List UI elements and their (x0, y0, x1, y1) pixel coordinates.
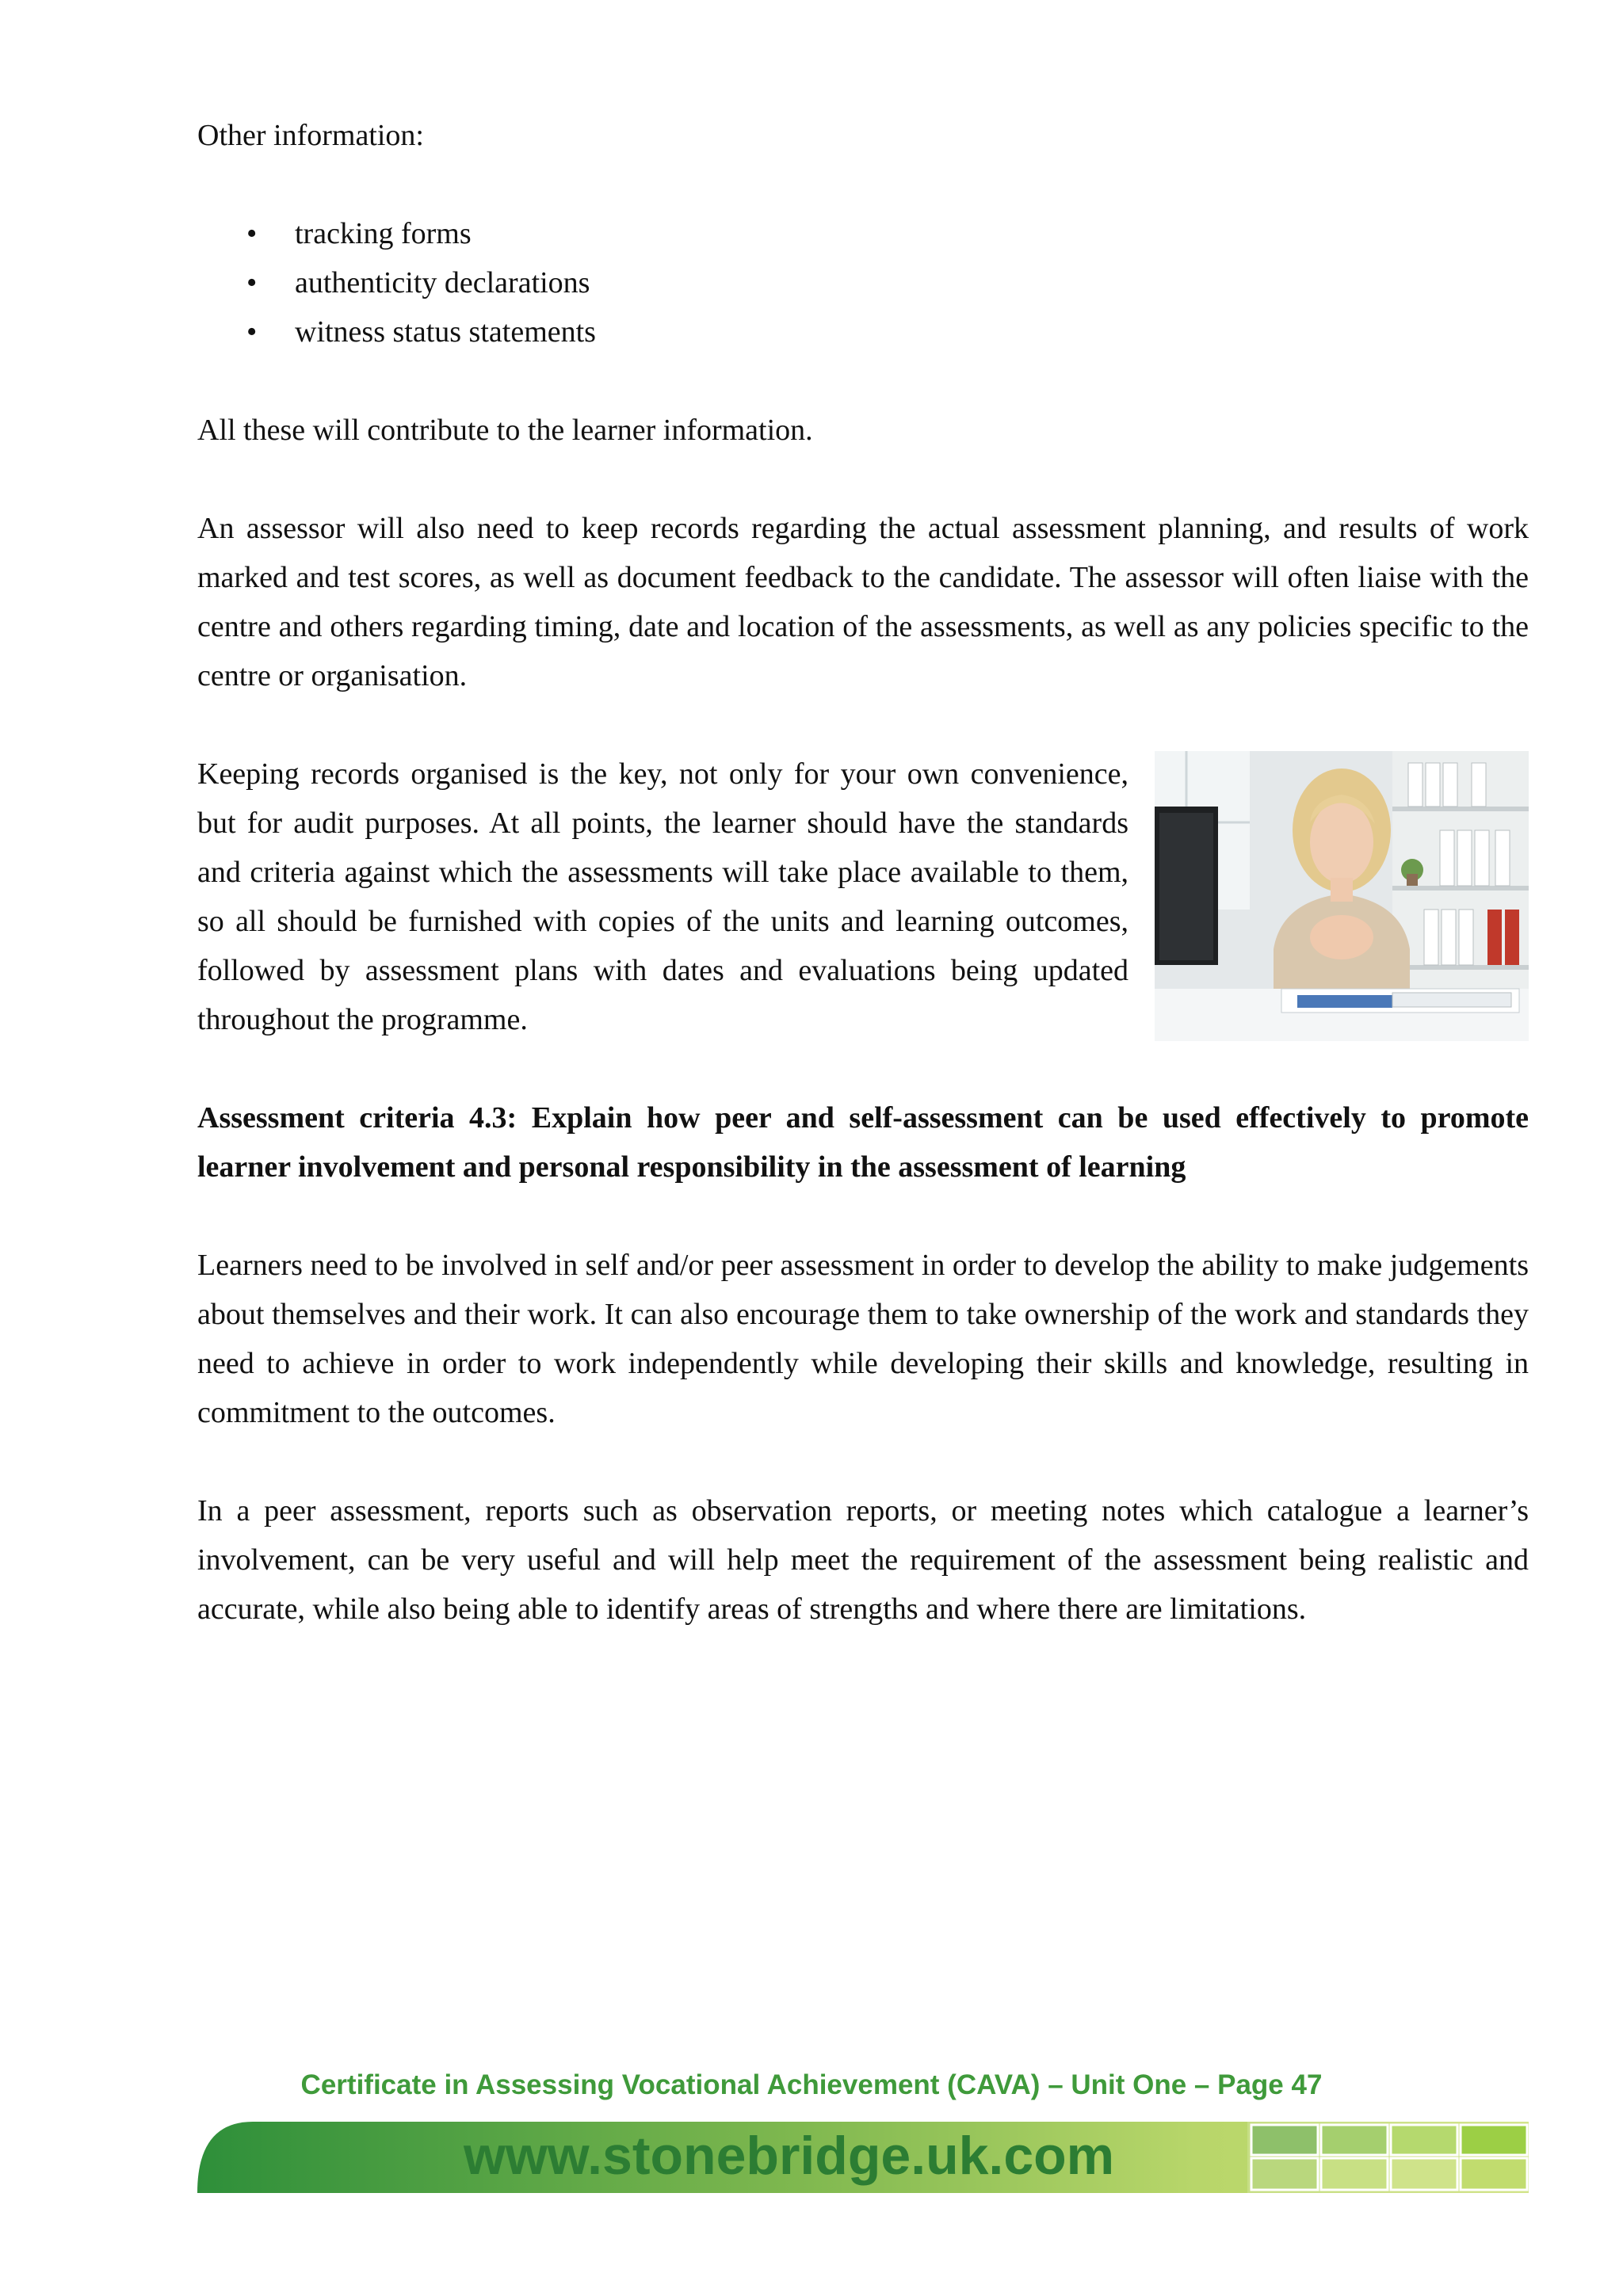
keeping-records-paragraph: Keeping records organised is the key, not only for your own convenience, but for audit purposes. At all points, the learner should have the standards and criteria against which the assessments will take place available to them, so all should be furnished with copies of the units and learning outcomes, followed by assessment plans with dates and evaluations being updated throughout the programme. (197, 757, 1128, 1036)
assessor-records-paragraph: An assessor will also need to keep records regarding the actual assessment planning, and results of work marked and test scores, as well as document feedback to the candidate. The assessor will often liaise with the centre and others regarding timing, date and location of the assessments, as well as any policies specific to the centre or organisation. (197, 512, 1529, 692)
footer-caption: Certificate in Assessing Vocational Achievement (CAVA) – Unit One – Page 47 (300, 2069, 1323, 2100)
list-item: • tracking forms (197, 209, 1529, 258)
website-url[interactable]: www.stonebridge.uk.com (464, 2126, 1115, 2186)
website-banner (197, 2122, 1529, 2193)
learners-involved-paragraph: Learners need to be involved in self and/or peer assessment in order to develop the ability to make judgements about themselves and their work. It can also encourage them to take ownership of the work and standards they need to achieve in order to work independently while developing their skills and knowledge, resulting in commitment to the outcomes. (197, 1249, 1529, 1429)
office-woman-photo (1155, 751, 1529, 1041)
other-information-list (197, 209, 1529, 357)
list-item: • authenticity declarations (197, 258, 1529, 307)
contribute-paragraph: All these will contribute to the learner information. (197, 414, 813, 447)
peer-assessment-paragraph: In a peer assessment, reports such as observation reports, or meeting notes which catalogue a learner’s involvement, can be very useful and will help meet the requirement of the assessment being realistic and accurate, while also being able to identify areas of strengths and where there are limitations. (197, 1494, 1529, 1626)
page-content (197, 111, 1529, 1634)
assessment-criteria-heading: Assessment criteria 4.3: Explain how peer and self-assessment can be used effectively to promote learner involvement and personal responsibility in the assessment of learning (197, 1101, 1529, 1184)
list-item: • witness status statements (197, 307, 1529, 357)
other-information-label: Other information: (197, 119, 424, 152)
records-row (197, 749, 1529, 1044)
